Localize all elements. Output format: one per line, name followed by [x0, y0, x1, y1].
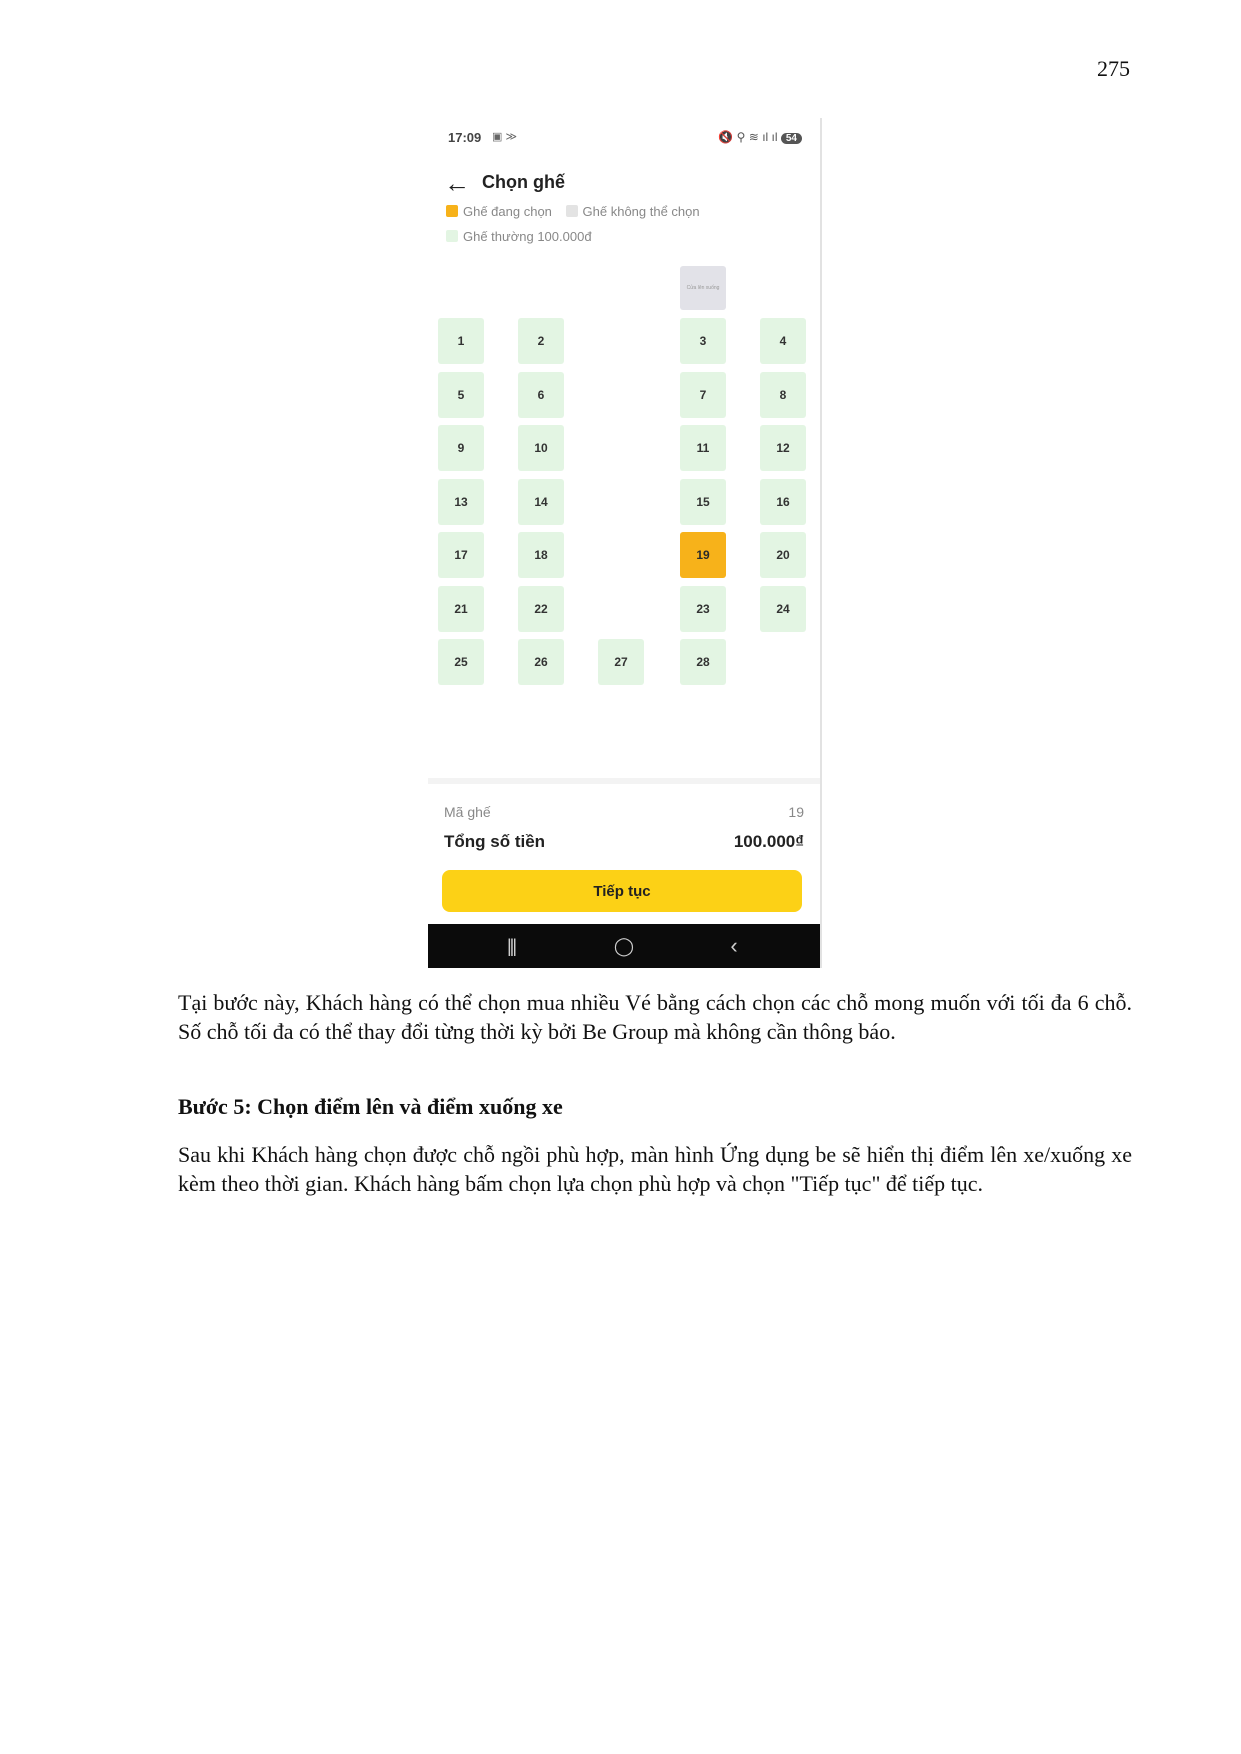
seat[interactable]: 23	[680, 586, 726, 632]
seat[interactable]: 5	[438, 372, 484, 418]
seat-code-label: Mã ghế	[444, 804, 491, 820]
paragraph-seat-selection: Tại bước này, Khách hàng có thể chọn mua nhiều Vé bằng cách chọn các chỗ mong muốn với tối đa 6 chỗ. Số chỗ tối đa có thể thay đổi từng thời kỳ bởi Be Group mà không cần thông báo.	[178, 990, 1132, 1044]
legend-swatch-unavailable	[566, 205, 578, 217]
signal-icons: 🔇 ⚲ ≋ ıl ıl	[718, 130, 778, 144]
seat[interactable]: 3	[680, 318, 726, 364]
seat[interactable]: 26	[518, 639, 564, 685]
seat[interactable]: 13	[438, 479, 484, 525]
recents-icon[interactable]: |||	[506, 936, 516, 956]
seat[interactable]: 12	[760, 425, 806, 471]
status-bar	[448, 130, 802, 150]
seat[interactable]: 7	[680, 372, 726, 418]
seat[interactable]: 21	[438, 586, 484, 632]
legend-swatch-selected	[446, 205, 458, 217]
legend-item-regular	[446, 229, 592, 244]
seat[interactable]: 8	[760, 372, 806, 418]
status-right-icons	[718, 130, 802, 144]
seat[interactable]: 6	[518, 372, 564, 418]
seat[interactable]: 4	[760, 318, 806, 364]
total-label: Tổng số tiền	[444, 832, 546, 851]
seat[interactable]: 24	[760, 586, 806, 632]
seat[interactable]: 22	[518, 586, 564, 632]
status-left-icons: ▣ ≫	[492, 131, 517, 143]
seat[interactable]: 25	[438, 639, 484, 685]
legend-swatch-regular	[446, 230, 458, 242]
seat[interactable]: 18	[518, 532, 564, 578]
seat[interactable]: 17	[438, 532, 484, 578]
status-time: 17:09	[448, 130, 482, 145]
legend-label-regular: Ghế thường 100.000đ	[463, 229, 592, 244]
home-icon[interactable]: ◯	[613, 936, 635, 956]
seat-selected[interactable]: 19	[680, 532, 726, 578]
paragraph-pickup-dropoff: Sau khi Khách hàng chọn được chỗ ngồi phù hợp, màn hình Ứng dụng be sẽ hiển thị điểm lên xe/xuống xe kèm theo thời gian. Khách hàng bấm chọn lựa chọn phù hợp và chọn "Tiếp tục" để tiếp tục.	[178, 1142, 1132, 1196]
android-nav-bar	[428, 924, 820, 968]
booking-summary	[428, 778, 820, 914]
seat[interactable]: 15	[680, 479, 726, 525]
legend-item-selected	[446, 204, 552, 219]
seat[interactable]: 28	[680, 639, 726, 685]
step-5-heading: Bước 5: Chọn điểm lên và điểm xuống xe	[178, 1094, 563, 1119]
door-marker: Cửa lên xuống	[680, 266, 726, 310]
seat[interactable]: 10	[518, 425, 564, 471]
seat[interactable]: 11	[680, 425, 726, 471]
seat[interactable]: 27	[598, 639, 644, 685]
seat[interactable]: 9	[438, 425, 484, 471]
page-number: 275	[1097, 56, 1130, 81]
back-nav-icon[interactable]: ‹	[730, 933, 738, 958]
seat[interactable]: 14	[518, 479, 564, 525]
total-value: 100.000₫	[733, 832, 804, 851]
arrow-left-icon[interactable]: ←	[444, 168, 470, 198]
seat-code-value: 19	[788, 804, 804, 820]
legend-label-selected: Ghế đang chọn	[463, 204, 552, 219]
continue-button[interactable]: Tiếp tục	[442, 870, 802, 912]
legend-label-unavailable: Ghế không thể chọn	[582, 204, 700, 219]
seat[interactable]: 2	[518, 318, 564, 364]
screen-title: Chọn ghế	[482, 172, 565, 192]
battery-icon: 54	[781, 133, 802, 144]
phone-screenshot	[428, 118, 822, 968]
seat-legend-row-2	[446, 229, 602, 244]
seat[interactable]: 1	[438, 318, 484, 364]
seat[interactable]: 20	[760, 532, 806, 578]
seat[interactable]: 16	[760, 479, 806, 525]
legend-item-unavailable	[566, 204, 700, 219]
seat-legend	[446, 204, 710, 219]
